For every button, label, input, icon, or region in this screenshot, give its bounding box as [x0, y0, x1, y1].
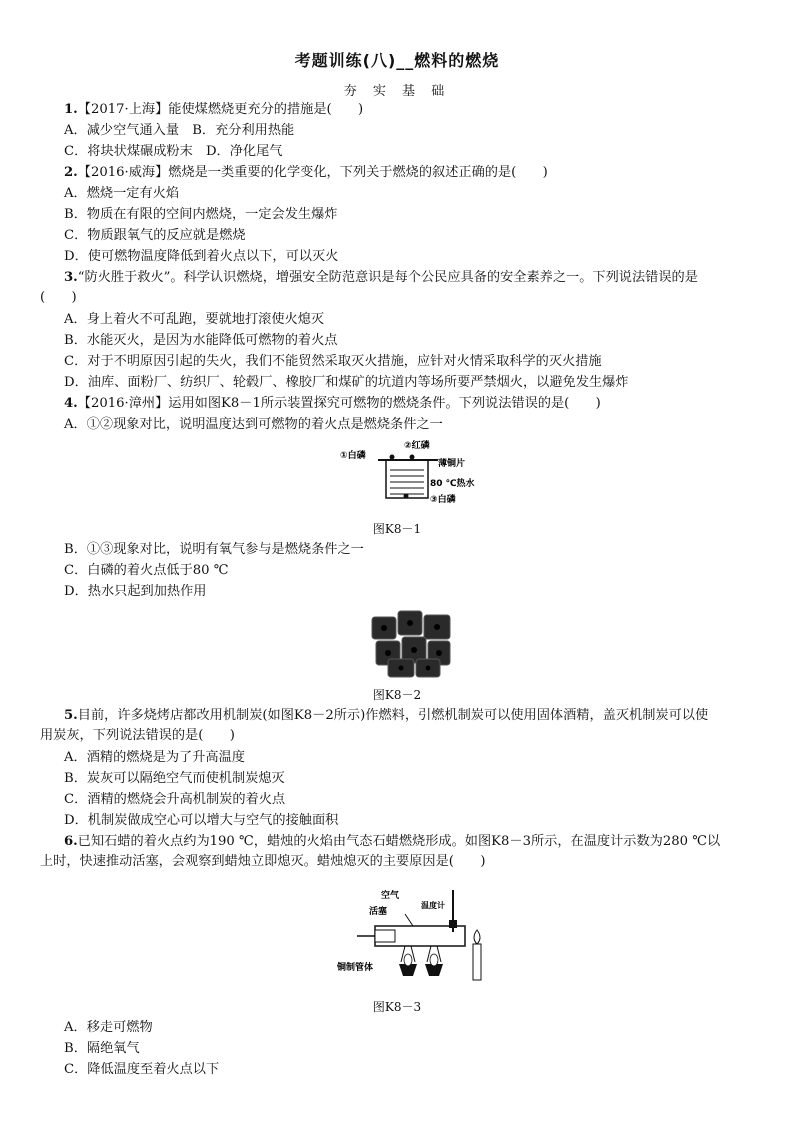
q2-option-c: C．物质跟氧气的反应就是燃烧	[64, 228, 246, 243]
question-5-stem-cont: 用炭灰，下列说法错误的是( )	[40, 728, 235, 743]
figure-k8-1-apparatus	[340, 440, 480, 512]
q6-option-b: B．隔绝氧气	[64, 1041, 140, 1056]
figure-k8-3-apparatus	[335, 880, 490, 992]
q2-option-a: A．燃烧一定有火焰	[64, 186, 180, 201]
q5-option-c: C．酒精的燃烧会升高机制炭的着火点	[64, 792, 286, 807]
q3-option-c: C．对于不明原因引起的失火，我们不能贸然采取灭火措施，应针对火情采取科学的灭火措施	[64, 354, 602, 369]
fig1-label-white-phosphorus-1: ①白磷	[340, 451, 366, 461]
figure-k8-2-caption: 图K8－2	[372, 688, 422, 702]
fig3-label-air: 空气	[381, 891, 400, 901]
q1-option-cd: C．将块状煤碾成粉末 D．净化尾气	[64, 144, 283, 159]
q4-option-b: B．①③现象对比，说明有氧气参与是燃烧条件之一	[64, 542, 364, 557]
page-title: 考题训练(八)__燃料的燃烧	[294, 51, 500, 70]
question-1-stem: 1.【2017·上海】能使煤燃烧更充分的措施是( )	[64, 102, 364, 117]
q4-option-d: D．热水只起到加热作用	[64, 584, 207, 599]
question-3-stem: 3.“防火胜于救火”。科学认识燃烧，增强安全防范意识是每个公民应具备的安全素养之一。下列说法错误的是	[64, 270, 698, 285]
question-3-stem-cont: ( )	[40, 290, 77, 305]
q2-option-d: D．使可燃物温度降低到着火点以下，可以灭火	[64, 249, 339, 264]
q6-option-c: C．降低温度至着火点以下	[64, 1062, 220, 1077]
fig3-label-thermometer: 温度计	[421, 901, 445, 910]
fig3-label-piston: 活塞	[369, 907, 388, 917]
q3-option-d: D．油库、面粉厂、纺织厂、轮毂厂、橡胶厂和煤矿的坑道内等场所要严禁烟火，以避免发生爆炸	[64, 375, 629, 390]
q5-option-a: A．酒精的燃烧是为了升高温度	[64, 750, 245, 765]
fig3-label-copper-tube: 铜制管体	[337, 963, 374, 973]
q3-option-b: B．水能灭火，是因为水能降低可燃物的着火点	[64, 333, 338, 348]
q2-option-b: B．物质在有限的空间内燃烧，一定会发生爆炸	[64, 207, 338, 222]
fig1-label-hot-water: 80 ℃热水	[430, 479, 475, 489]
section-heading: 夯 实 基 础	[343, 84, 451, 99]
fig1-label-white-phosphorus-3: ③白磷	[430, 495, 456, 505]
figure-k8-3-caption: 图K8－3	[372, 1000, 422, 1014]
figure-k8-1-caption: 图K8－1	[372, 522, 422, 536]
question-6-stem-cont: 上时，快速推动活塞，会观察到蜡烛立即熄灭。蜡烛熄灭的主要原因是( )	[40, 854, 486, 869]
question-5-stem: 5.目前，许多烧烤店都改用机制炭(如图K8－2所示)作燃料，引燃机制炭可以使用固体酒精，盖灭机制炭可以使	[64, 708, 709, 723]
q6-option-a: A．移走可燃物	[64, 1020, 153, 1035]
fig1-label-copper-sheet: 薄铜片	[438, 459, 466, 469]
q5-option-b: B．炭灰可以隔绝空气而使机制炭熄灭	[64, 771, 285, 786]
q1-option-ab: A．减少空气通入量 B．充分利用热能	[64, 123, 295, 138]
question-2-stem: 2.【2016·威海】燃烧是一类重要的化学变化，下列关于燃烧的叙述正确的是( )	[64, 165, 548, 180]
q4-option-c: C．白磷的着火点低于80 ℃	[64, 563, 229, 578]
fig1-label-red-phosphorus: ②红磷	[404, 441, 430, 451]
question-4-stem: 4.【2016·漳州】运用如图K8－1所示装置探究可燃物的燃烧条件。下列说法错误的是( )	[64, 396, 601, 411]
q3-option-a: A．身上着火不可乱跑，要就地打滚使火熄灭	[64, 312, 325, 327]
q5-option-d: D．机制炭做成空心可以增大与空气的接触面积	[64, 813, 339, 828]
question-6-stem: 6.已知石蜡的着火点约为190 ℃，蜡烛的火焰由气态石蜡燃烧形成。如图K8－3所示，在温度计示数为280 ℃以	[64, 834, 721, 849]
q4-option-a: A．①②现象对比，说明温度达到可燃物的着火点是燃烧条件之一	[64, 417, 443, 432]
figure-k8-2-charcoal-photo	[368, 607, 454, 679]
